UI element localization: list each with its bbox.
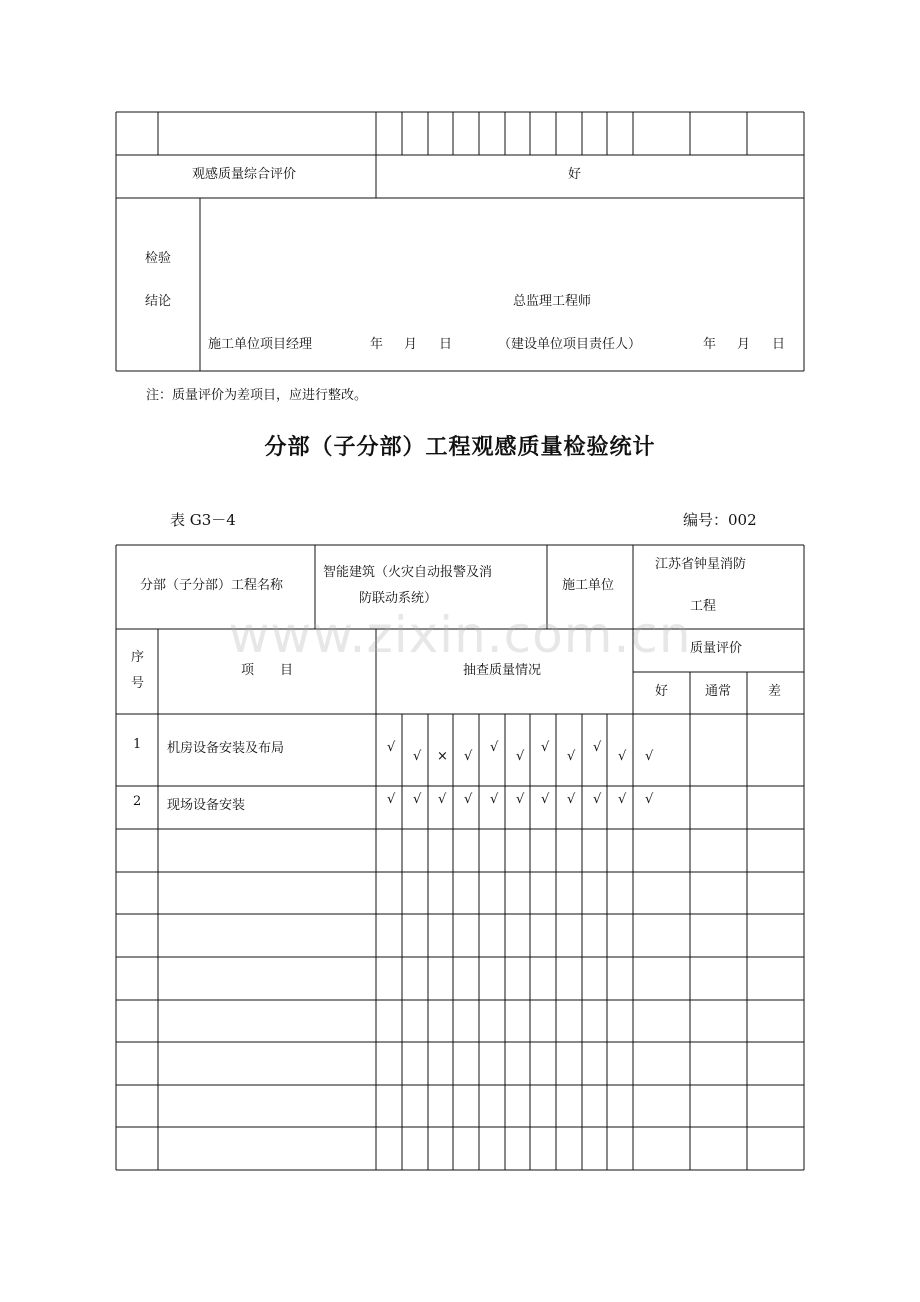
project-name-label: 分部（子分部）工程名称 — [140, 578, 284, 593]
row-2-check-1: √ — [387, 792, 396, 807]
row-2-check-2: √ — [413, 792, 422, 807]
contractor-manager-label: 施工单位项目经理 — [208, 337, 313, 352]
row-1-check-6: √ — [516, 749, 525, 764]
overall-evaluation-value: 好 — [568, 167, 582, 182]
owner-representative-label: （建设单位项目责任人） — [498, 337, 642, 352]
row-1-check-4: √ — [464, 749, 473, 764]
row-2-check-7: √ — [541, 792, 550, 807]
row-2-check-9: √ — [593, 792, 602, 807]
row-1-check-5: √ — [490, 740, 499, 755]
inspection-header: 抽查质量情况 — [463, 663, 542, 678]
project-name-line-1: 智能建筑（火灾自动报警及消 — [323, 565, 493, 580]
conclusion-label-1: 检验 — [145, 251, 172, 266]
row-2-check-10: √ — [618, 792, 627, 807]
sign-month-1: 月 — [404, 337, 418, 352]
row-1-check-8: √ — [567, 749, 576, 764]
contractor-name-line-2: 工程 — [690, 599, 717, 614]
form-number: 表 G3－4 — [170, 511, 236, 529]
row-1-check-7: √ — [541, 740, 550, 755]
row-2-item: 现场设备安装 — [167, 798, 246, 813]
row-2-check-5: √ — [490, 792, 499, 807]
seq-header-2: 号 — [131, 676, 145, 691]
page-title: 分部（子分部）工程观感质量检验统计 — [264, 435, 656, 460]
sign-day-1: 日 — [439, 337, 453, 352]
row-1-check-9: √ — [593, 740, 602, 755]
sign-month-2: 月 — [737, 337, 751, 352]
rating-good-header: 好 — [655, 684, 669, 699]
row-2-check-4: √ — [464, 792, 473, 807]
row-1-rating-good: √ — [645, 749, 654, 764]
contractor-name-line-1: 江苏省钟星消防 — [655, 557, 747, 572]
quality-rating-header: 质量评价 — [690, 641, 743, 656]
row-1-item: 机房设备安装及布局 — [167, 741, 285, 756]
row-1-check-2: √ — [413, 749, 422, 764]
serial-number: 编号：002 — [683, 511, 757, 529]
seq-header-1: 序 — [131, 650, 145, 665]
row-1-check-1: √ — [387, 740, 396, 755]
row-2-check-8: √ — [567, 792, 576, 807]
row-2-check-3: √ — [438, 792, 447, 807]
rating-poor-header: 差 — [768, 684, 782, 699]
row-2-check-6: √ — [516, 792, 525, 807]
row-2-rating-good: √ — [645, 792, 654, 807]
sign-year-1: 年 — [370, 337, 384, 352]
conclusion-label-2: 结论 — [145, 294, 172, 309]
row-1-number: 1 — [133, 737, 142, 752]
overall-evaluation-label: 观感质量综合评价 — [192, 167, 297, 182]
rating-normal-header: 通常 — [705, 684, 732, 699]
watermark: www.zixin.com.cn — [228, 606, 692, 664]
row-2-number: 2 — [133, 794, 142, 809]
row-1-check-10: √ — [618, 749, 627, 764]
sign-day-2: 日 — [772, 337, 786, 352]
note: 注：质量评价为差项目，应进行整改。 — [146, 388, 368, 403]
item-header: 项 目 — [241, 663, 294, 678]
row-1-check-3: × — [437, 749, 448, 764]
sign-year-2: 年 — [703, 337, 717, 352]
chief-supervisor-label: 总监理工程师 — [513, 294, 592, 309]
project-name-line-2: 防联动系统） — [359, 591, 438, 606]
contractor-label: 施工单位 — [562, 578, 615, 593]
